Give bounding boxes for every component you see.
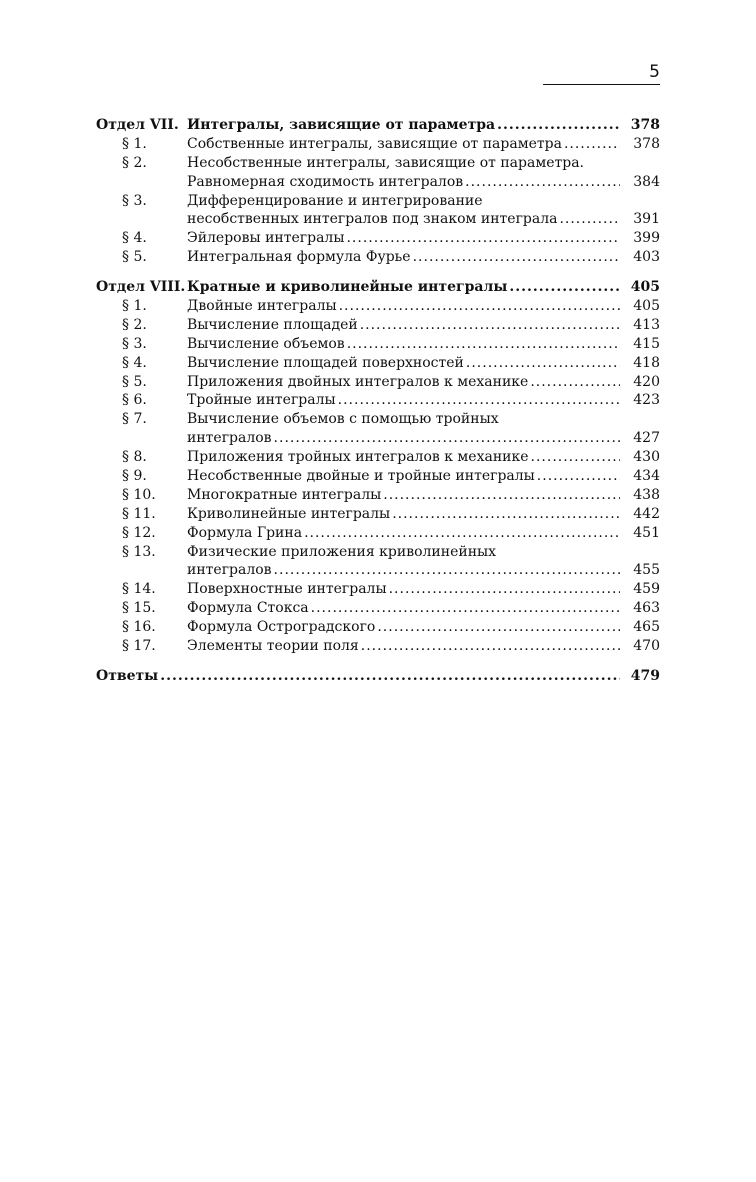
leader-dots bbox=[389, 580, 620, 599]
toc-page-number: 442 bbox=[633, 505, 660, 522]
toc-title bbox=[187, 391, 622, 410]
toc-label: § 17. bbox=[122, 638, 156, 655]
toc-title bbox=[187, 154, 622, 173]
toc-section-row[interactable] bbox=[96, 297, 660, 316]
toc-title bbox=[187, 467, 622, 486]
toc-label: § 1. bbox=[122, 298, 147, 314]
toc-title-text: Равномерная сходимость интегралов bbox=[187, 173, 464, 190]
toc-title bbox=[187, 210, 622, 229]
toc-page-number: 427 bbox=[633, 430, 660, 447]
toc-section-row[interactable] bbox=[96, 391, 660, 410]
toc-title bbox=[187, 297, 622, 316]
toc-title bbox=[187, 637, 622, 656]
toc-page-number: 384 bbox=[633, 173, 660, 190]
toc-section-row[interactable] bbox=[96, 637, 660, 656]
toc-title bbox=[187, 486, 622, 505]
toc-title bbox=[187, 248, 622, 267]
toc-page-number: 463 bbox=[633, 600, 660, 617]
toc-title bbox=[187, 354, 622, 373]
header-rule bbox=[543, 84, 660, 85]
toc-title-text: интегралов bbox=[187, 562, 272, 579]
toc-page-number: 438 bbox=[633, 486, 660, 503]
toc-title-text: Кратные и криволинейные интегралы bbox=[187, 279, 508, 296]
toc-section-row[interactable] bbox=[96, 154, 660, 173]
leader-dots bbox=[537, 467, 620, 486]
leader-dots bbox=[383, 486, 620, 505]
toc-page-number: 479 bbox=[630, 667, 660, 684]
toc-title-text: Эйлеровы интегралы bbox=[187, 230, 345, 247]
toc-page-number: 405 bbox=[633, 298, 660, 314]
section-gap bbox=[96, 656, 660, 667]
leader-dots bbox=[466, 354, 620, 373]
toc-title-text: Вычисление объемов с помощью тройных bbox=[187, 411, 499, 428]
toc-label: Отдел VIII. bbox=[96, 279, 186, 296]
toc-page-number: 378 bbox=[630, 116, 660, 133]
toc-label: § 4. bbox=[122, 230, 147, 247]
toc-title bbox=[187, 335, 622, 354]
toc-page-number: 430 bbox=[633, 449, 660, 466]
toc-label: § 7. bbox=[122, 411, 147, 428]
leader-dots bbox=[559, 210, 620, 229]
leader-dots bbox=[338, 391, 620, 410]
toc-page-number: 391 bbox=[633, 211, 660, 228]
toc-label: § 14. bbox=[122, 581, 156, 598]
toc-title-text: Ответы bbox=[96, 667, 159, 684]
toc-label: § 9. bbox=[122, 468, 147, 485]
toc-section-row[interactable] bbox=[96, 192, 660, 211]
toc-title-text: Дифференцирование и интегрирование bbox=[187, 192, 483, 209]
toc-title-text: Вычисление объемов bbox=[187, 335, 345, 352]
toc-page-number: 405 bbox=[630, 279, 660, 296]
toc-label: § 8. bbox=[122, 449, 147, 466]
toc-title-text: Интегралы, зависящие от параметра bbox=[187, 116, 496, 133]
toc-section-row[interactable] bbox=[96, 448, 660, 467]
toc-title bbox=[187, 561, 622, 580]
toc-section-row[interactable] bbox=[96, 543, 660, 562]
toc-page-number: 399 bbox=[633, 230, 660, 247]
toc-label: § 6. bbox=[122, 392, 147, 409]
leader-dots bbox=[377, 618, 620, 637]
toc-label: § 3. bbox=[122, 335, 147, 352]
toc-section-row[interactable] bbox=[96, 429, 660, 448]
toc-section-row[interactable] bbox=[96, 410, 660, 429]
toc-title-text: Формула Стокса bbox=[187, 600, 309, 617]
toc-label: § 11. bbox=[122, 505, 156, 522]
toc-title-text: несобственных интегралов под знаком интеграла bbox=[187, 211, 558, 228]
leader-dots bbox=[361, 637, 620, 656]
toc-page-number: 420 bbox=[633, 373, 660, 390]
toc-section-row[interactable] bbox=[96, 354, 660, 373]
toc-label: § 1. bbox=[122, 135, 147, 152]
toc-page-number: 423 bbox=[633, 392, 660, 409]
toc-page-number: 465 bbox=[633, 619, 660, 636]
toc-page-number: 403 bbox=[633, 249, 660, 266]
toc-page-number: 413 bbox=[633, 316, 660, 333]
toc-section-row[interactable] bbox=[96, 505, 660, 524]
leader-dots bbox=[274, 561, 620, 580]
leader-dots bbox=[564, 135, 620, 154]
toc-section-row[interactable] bbox=[96, 524, 660, 543]
toc-title-text: Интегральная формула Фурье bbox=[187, 249, 411, 266]
toc-label: § 12. bbox=[122, 524, 156, 541]
toc-page-number: 470 bbox=[633, 638, 660, 655]
toc-title bbox=[187, 448, 622, 467]
leader-dots bbox=[497, 116, 620, 135]
toc-label: § 5. bbox=[122, 249, 147, 266]
toc-section-row[interactable] bbox=[96, 373, 660, 392]
toc-label: § 2. bbox=[122, 154, 147, 171]
toc-title bbox=[187, 278, 622, 297]
page-number: 5 bbox=[649, 62, 660, 82]
toc-title bbox=[187, 316, 622, 335]
toc-title bbox=[187, 580, 622, 599]
toc-title-text: Формула Грина bbox=[187, 524, 303, 541]
section-gap bbox=[96, 267, 660, 278]
toc-answers-row[interactable] bbox=[96, 667, 660, 686]
toc-page-number: 451 bbox=[633, 524, 660, 541]
toc-section-row[interactable] bbox=[96, 173, 660, 192]
leader-dots bbox=[360, 316, 620, 335]
leader-dots bbox=[509, 278, 620, 297]
toc-title bbox=[187, 135, 622, 154]
toc-title-text: Элементы теории поля bbox=[187, 638, 359, 655]
toc-section-row[interactable] bbox=[96, 486, 660, 505]
toc-label: § 4. bbox=[122, 354, 147, 371]
toc-title-text: Двойные интегралы bbox=[187, 298, 337, 314]
toc-section-row[interactable] bbox=[96, 580, 660, 599]
toc-title-text: Физические приложения криволинейных bbox=[187, 543, 497, 560]
toc-label: § 2. bbox=[122, 316, 147, 333]
toc-title bbox=[187, 116, 622, 135]
toc-label: § 13. bbox=[122, 543, 156, 560]
toc-page-number: 459 bbox=[633, 581, 660, 598]
toc-title bbox=[96, 667, 622, 686]
toc-title bbox=[187, 599, 622, 618]
toc-title-text: Приложения тройных интегралов к механике bbox=[187, 449, 529, 466]
toc-title bbox=[187, 173, 622, 192]
toc-section-row[interactable] bbox=[96, 248, 660, 267]
toc-title-text: Несобственные двойные и тройные интегралы bbox=[187, 468, 535, 485]
toc-page-number: 378 bbox=[633, 135, 660, 152]
leader-dots bbox=[339, 297, 620, 316]
leader-dots bbox=[465, 173, 620, 192]
leader-dots bbox=[304, 524, 620, 543]
toc-section-row[interactable] bbox=[96, 599, 660, 618]
leader-dots bbox=[531, 448, 620, 467]
toc-page-number: 455 bbox=[633, 562, 660, 579]
toc-title bbox=[187, 373, 622, 392]
toc-title-text: Собственные интегралы, зависящие от параметра bbox=[187, 135, 562, 152]
toc-title-text: Многократные интегралы bbox=[187, 486, 382, 503]
toc-label: § 10. bbox=[122, 486, 156, 503]
toc-page-number: 434 bbox=[633, 468, 660, 485]
toc-label: § 16. bbox=[122, 619, 156, 636]
table-of-contents bbox=[96, 116, 660, 686]
toc-title-text: Тройные интегралы bbox=[187, 392, 336, 409]
toc-section-row[interactable] bbox=[96, 135, 660, 154]
toc-section-row[interactable] bbox=[96, 316, 660, 335]
toc-title-text: Криволинейные интегралы bbox=[187, 505, 391, 522]
toc-title-text: Несобственные интегралы, зависящие от параметра. bbox=[187, 154, 584, 171]
toc-title bbox=[187, 618, 622, 637]
toc-label: § 3. bbox=[122, 192, 147, 209]
toc-section-row[interactable] bbox=[96, 618, 660, 637]
toc-part-row[interactable] bbox=[96, 278, 660, 297]
toc-page-number: 415 bbox=[633, 335, 660, 352]
toc-title bbox=[187, 524, 622, 543]
toc-part-row[interactable] bbox=[96, 116, 660, 135]
toc-label: § 5. bbox=[122, 373, 147, 390]
leader-dots bbox=[346, 229, 620, 248]
toc-title-text: Поверхностные интегралы bbox=[187, 581, 387, 598]
toc-title bbox=[187, 543, 622, 562]
toc-label: § 15. bbox=[122, 600, 156, 617]
leader-dots bbox=[392, 505, 620, 524]
toc-title bbox=[187, 505, 622, 524]
leader-dots bbox=[530, 373, 620, 392]
toc-label: Отдел VII. bbox=[96, 116, 179, 133]
toc-title-text: Формула Остроградского bbox=[187, 619, 376, 636]
toc-section-row[interactable] bbox=[96, 335, 660, 354]
toc-title bbox=[187, 229, 622, 248]
toc-section-row[interactable] bbox=[96, 229, 660, 248]
toc-page-number: 418 bbox=[633, 354, 660, 371]
toc-title bbox=[187, 192, 622, 211]
toc-title bbox=[187, 429, 622, 448]
toc-section-row[interactable] bbox=[96, 210, 660, 229]
leader-dots bbox=[274, 429, 620, 448]
toc-title-text: Вычисление площадей bbox=[187, 316, 358, 333]
leader-dots bbox=[311, 599, 620, 618]
leader-dots bbox=[413, 248, 620, 267]
leader-dots bbox=[347, 335, 620, 354]
leader-dots bbox=[160, 667, 620, 686]
toc-section-row[interactable] bbox=[96, 467, 660, 486]
toc-title-text: интегралов bbox=[187, 430, 272, 447]
toc-title bbox=[187, 410, 622, 429]
toc-title-text: Приложения двойных интегралов к механике bbox=[187, 373, 529, 390]
toc-title-text: Вычисление площадей поверхностей bbox=[187, 354, 464, 371]
toc-section-row[interactable] bbox=[96, 561, 660, 580]
